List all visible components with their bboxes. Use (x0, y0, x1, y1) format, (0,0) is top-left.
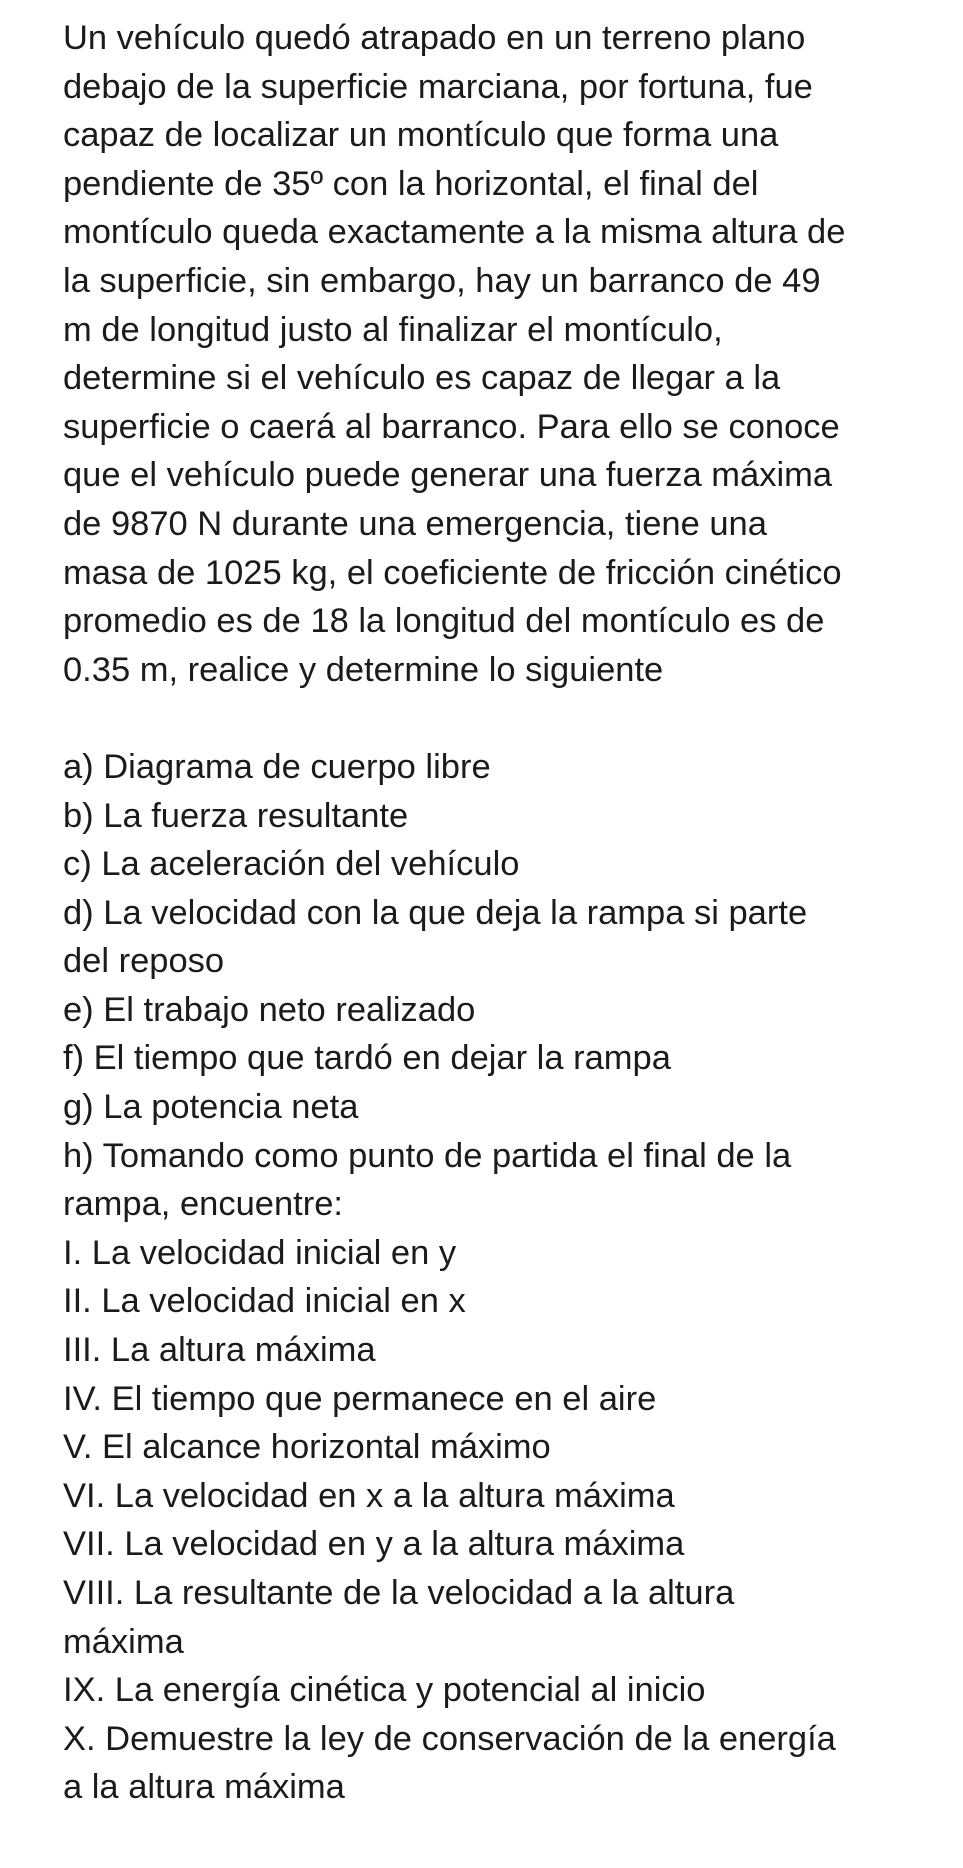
subquestion-item-iii: III. La altura máxima (63, 1331, 376, 1370)
question-item-d: d) La velocidad con la que deja la rampa si parte del reposo (63, 893, 808, 981)
subquestion-item-i: I. La velocidad inicial en y (63, 1233, 457, 1272)
subquestion-item-x: X. Demuestre la ley de conservación de la energía a la altura máxima (63, 1719, 836, 1807)
subquestion-item-vi: VI. La velocidad en x a la altura máxima (63, 1476, 675, 1515)
subquestion-item-vii: VII. La velocidad en y a la altura máxima (63, 1525, 685, 1564)
paragraph-spacer (63, 694, 943, 743)
question-item-g: g) La potencia neta (63, 1088, 359, 1127)
question-item-a: a) Diagrama de cuerpo libre (63, 747, 491, 786)
subquestion-item-viii: VIII. La resultante de la velocidad a la altura máxima (63, 1574, 735, 1661)
question-list (63, 743, 943, 1812)
subquestion-item-v: V. El alcance horizontal máximo (63, 1428, 551, 1467)
question-item-h: h) Tomando como punto de partida el final de la rampa, encuentre: (63, 1136, 792, 1224)
question-item-f: f) El tiempo que tardó en dejar la rampa (63, 1039, 671, 1078)
question-item-c: c) La aceleración del vehículo (63, 845, 520, 884)
question-item-b: b) La fuerza resultante (63, 796, 409, 835)
question-item-e: e) El trabajo neto realizado (63, 990, 476, 1029)
subquestion-item-iv: IV. El tiempo que permanece en el aire (63, 1379, 657, 1418)
problem-document (63, 14, 943, 1812)
subquestion-item-ix: IX. La energía cinética y potencial al inicio (63, 1671, 706, 1710)
problem-statement: Un vehículo quedó atrapado en un terreno plano debajo de la superficie marciana, por fortuna, fue capaz de localizar un montículo que forma una pendiente de 35º con la horizontal, el final del montículo queda exactamente a la misma altura de la superficie, sin embargo, hay un barranco de 49 m de longitud justo al finalizar el montículo, determine si el vehículo es capaz de llegar a la superficie o caerá al barranco. Para ello se conoce que el vehículo puede generar una fuerza máxima de 9870 N durante una emergencia, tiene una masa de 1025 kg, el coeficiente de fricción cinético promedio es de 18 la longitud del montículo es de 0.35 m, realice y determine lo siguiente (63, 19, 846, 689)
subquestion-item-ii: II. La velocidad inicial en x (63, 1282, 466, 1321)
